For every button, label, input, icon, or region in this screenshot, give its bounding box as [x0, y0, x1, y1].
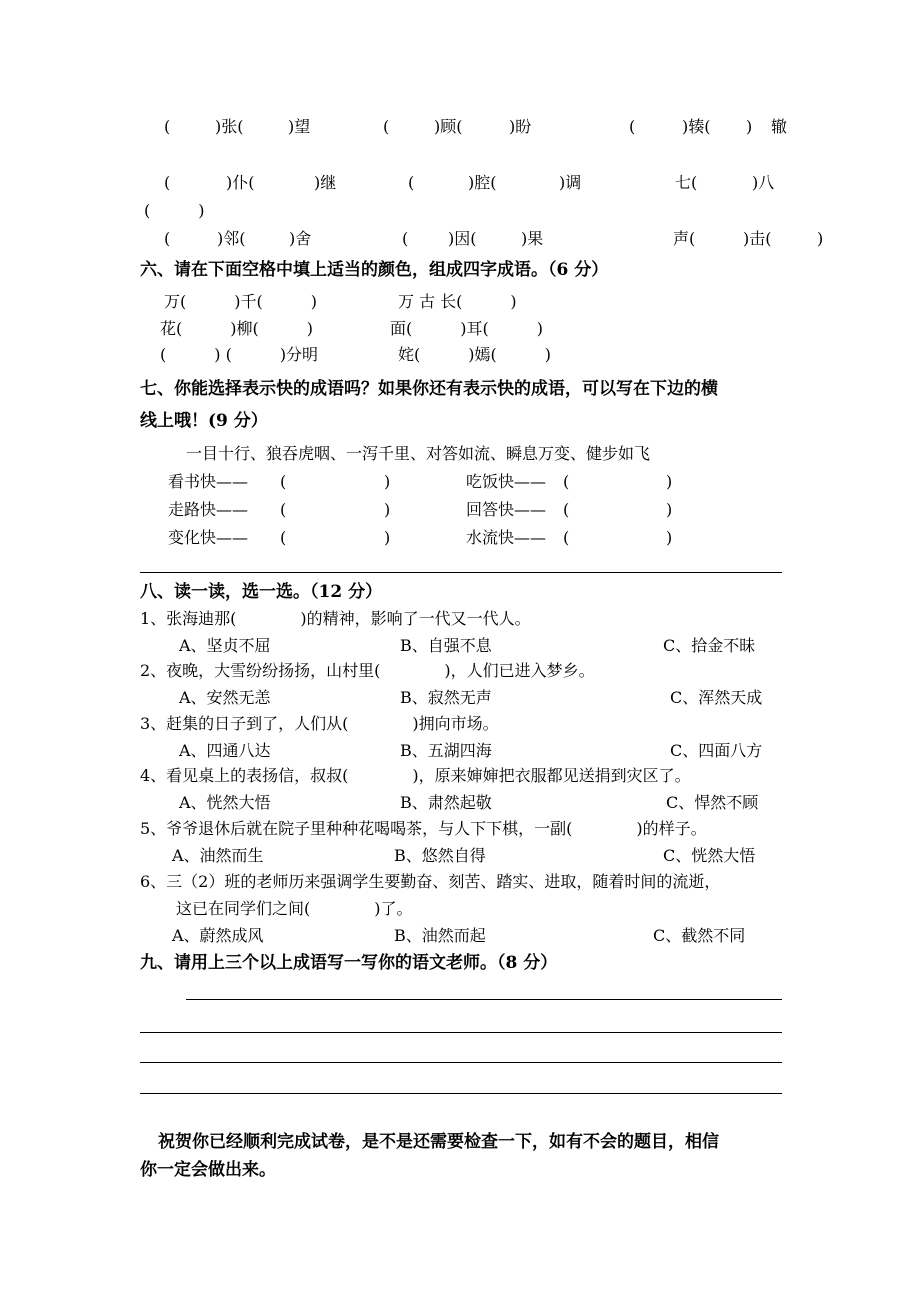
option-a[interactable]: A、坚贞不屈	[179, 636, 271, 655]
option-b[interactable]: B、肃然起敬	[400, 793, 492, 812]
blank-text: )顾(	[434, 117, 463, 136]
s6-item[interactable]: ( ) ( )分明	[160, 345, 319, 364]
s6-heading: 六、请在下面空格中填上适当的颜色，组成四字成语。（6 分）	[140, 260, 609, 280]
s7-left-label: 变化快——	[168, 528, 249, 547]
blank-text: ( )	[144, 201, 205, 220]
blank-text: )盼	[509, 117, 532, 136]
s7-heading-line2: 线上哦！(9 分）	[140, 411, 268, 431]
option-a[interactable]: A、油然而生	[172, 846, 264, 865]
blank-text: )因(	[448, 229, 477, 248]
s7-heading-line1: 七、你能选择表示快的成语吗？如果你还有表示快的成语，可以写在下边的横	[140, 379, 718, 399]
question-text: 5、爷爷退休后就在院子里种种花喝喝茶，与人下下棋，一副( )的样子。	[140, 819, 707, 838]
blank-text: )击(	[743, 229, 772, 248]
option-a[interactable]: A、蔚然成风	[172, 926, 264, 945]
paren: )	[746, 117, 753, 136]
option-c[interactable]: C、恍然大悟	[663, 846, 756, 865]
paren-open[interactable]: (	[280, 472, 287, 491]
closing-line2: 你一定会做出来。	[140, 1160, 276, 1180]
blank-text: )舍	[289, 229, 312, 248]
question-text: 4、看见桌上的表扬信，叔叔( )，原来婶婶把衣服都见送捐到灾区了。	[140, 766, 691, 785]
paren-open[interactable]: (	[280, 528, 287, 547]
blank-text: )八	[752, 173, 775, 192]
option-c[interactable]: C、四面八方	[670, 741, 763, 760]
s7-right-label: 吃饭快——	[466, 472, 547, 491]
s7-left-label: 看书快——	[168, 472, 249, 491]
answer-line[interactable]	[140, 1032, 782, 1033]
blank-text: )继	[314, 173, 337, 192]
paren-close: )	[666, 472, 673, 491]
paren: (	[164, 229, 171, 248]
paren-close: )	[666, 528, 673, 547]
s6-item[interactable]: 姹( )嫣( )	[398, 345, 551, 364]
blank-text: )调	[559, 173, 582, 192]
option-c[interactable]: C、浑然天成	[670, 688, 763, 707]
option-b[interactable]: B、寂然无声	[400, 688, 492, 707]
answer-line[interactable]	[140, 1062, 782, 1063]
paren: (	[402, 229, 409, 248]
paren: (	[383, 117, 390, 136]
paren: (	[408, 173, 415, 192]
option-c[interactable]: C、截然不同	[653, 926, 746, 945]
s9-heading: 九、请用上三个以上成语写一写你的语文老师。（8 分）	[140, 953, 558, 973]
blank-text: 辙	[771, 117, 788, 136]
option-b[interactable]: B、油然而起	[394, 926, 486, 945]
s6-item[interactable]: 花( )柳( )	[160, 319, 313, 338]
question-text: 6、三（2）班的老师历来强调学生要勤奋、刻苦、踏实、进取，随着时间的流逝，	[140, 872, 721, 891]
s8-heading: 八、读一读，选一选。（12 分）	[140, 582, 383, 602]
s7-right-label: 水流快——	[466, 528, 547, 547]
blank-text: )仆(	[226, 173, 255, 192]
blank-text: )果	[521, 229, 544, 248]
option-b[interactable]: B、五湖四海	[400, 741, 492, 760]
s6-item[interactable]: 面( )耳( )	[390, 319, 543, 338]
paren-open[interactable]: (	[563, 472, 570, 491]
blank-text: )辏(	[682, 117, 711, 136]
blank-text: 声(	[673, 229, 696, 248]
closing-line1: 祝贺你已经顺利完成试卷，是不是还需要检查一下，如有不会的题目，相信	[158, 1132, 719, 1152]
s6-item[interactable]: 万( )千( )	[164, 292, 317, 311]
option-a[interactable]: A、安然无恙	[179, 688, 271, 707]
s7-right-label: 回答快——	[466, 500, 547, 519]
paren: (	[629, 117, 636, 136]
question-text: 2、夜晚，大雪纷纷扬扬，山村里( )，人们已进入梦乡。	[140, 661, 595, 680]
question-text: 1、张海迪那( )的精神，影响了一代又一代人。	[140, 609, 531, 628]
option-c[interactable]: C、悍然不顾	[666, 793, 759, 812]
s7-left-label: 走路快——	[168, 500, 249, 519]
blank-text: )张(	[215, 117, 244, 136]
option-c[interactable]: C、拾金不昧	[663, 636, 756, 655]
paren-close: )	[666, 500, 673, 519]
paren: )	[817, 229, 824, 248]
paren-close: )	[384, 528, 391, 547]
paren: (	[164, 117, 171, 136]
paren: (	[164, 173, 171, 192]
s6-item[interactable]: 万 古 长( )	[398, 292, 517, 311]
paren-open[interactable]: (	[280, 500, 287, 519]
blank-text: )腔(	[468, 173, 497, 192]
s7-wordlist: 一目十行、狼吞虎咽、一泻千里、对答如流、瞬息万变、健步如飞	[186, 444, 651, 463]
paren-close: )	[384, 500, 391, 519]
question-text-cont: 这已在同学们之间( )了。	[176, 899, 413, 918]
blank-text: )邻(	[217, 229, 246, 248]
option-b[interactable]: B、悠然自得	[394, 846, 486, 865]
answer-line[interactable]	[140, 1093, 782, 1094]
blank-text: 七(	[675, 173, 698, 192]
answer-line[interactable]	[140, 572, 782, 573]
option-b[interactable]: B、自强不息	[400, 636, 492, 655]
option-a[interactable]: A、四通八达	[179, 741, 271, 760]
paren-close: )	[384, 472, 391, 491]
answer-line[interactable]	[186, 999, 782, 1000]
paren-open[interactable]: (	[563, 500, 570, 519]
question-text: 3、赶集的日子到了，人们从( )拥向市场。	[140, 714, 499, 733]
option-a[interactable]: A、恍然大悟	[179, 793, 271, 812]
paren-open[interactable]: (	[563, 528, 570, 547]
blank-text: )望	[288, 117, 311, 136]
